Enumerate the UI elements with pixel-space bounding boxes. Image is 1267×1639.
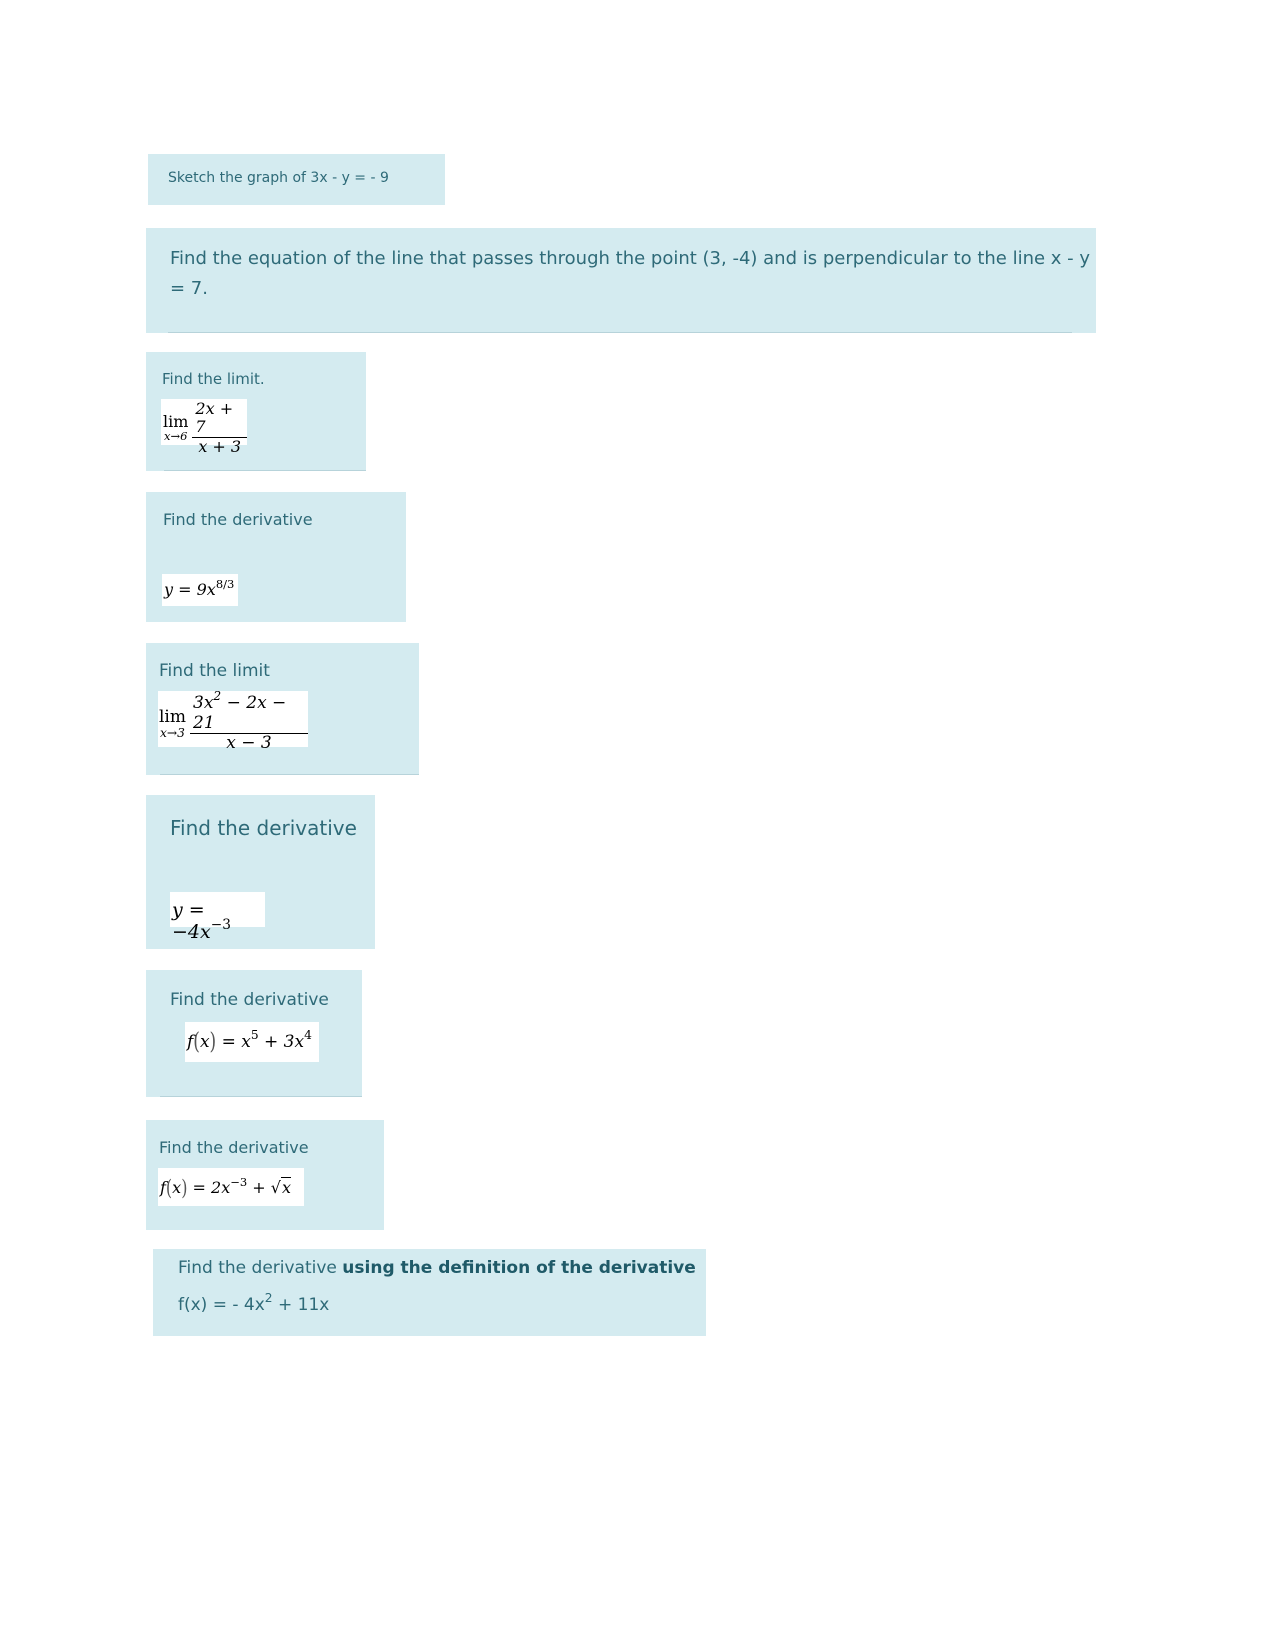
problem-card-2 — [146, 228, 1096, 333]
problem-prompt: Find the limit. — [162, 370, 265, 388]
exponent: 8/3 — [215, 576, 235, 591]
function-name: f — [187, 1032, 194, 1052]
numerator: 2x + 7 — [192, 400, 247, 438]
rhs-term-2: + — [247, 1178, 271, 1197]
function-lhs: y = −4x — [172, 899, 211, 943]
divider — [160, 1096, 362, 1097]
problem-prompt: Find the derivative — [170, 990, 329, 1010]
function-lhs: f(x) = - 4x — [178, 1295, 265, 1315]
function-expression — [185, 1022, 319, 1062]
problem-prompt: Find the derivative — [159, 1138, 309, 1157]
divider — [168, 332, 1072, 333]
left-paren: ( — [193, 1028, 200, 1056]
function-expression — [170, 892, 265, 943]
problem-prompt: Find the limit — [159, 661, 270, 681]
lim-subscript: x→3 — [160, 725, 185, 740]
problem-card-9 — [153, 1249, 706, 1336]
right-paren: ) — [209, 1028, 217, 1056]
function-variable: x — [199, 1032, 210, 1052]
problem-prompt: Find the equation of the line that passes through the point (3, -4) and is perpendicular to the line x - y — [170, 248, 1091, 269]
problem-card-8 — [146, 1120, 384, 1230]
function-rest: + 11x — [272, 1295, 330, 1315]
sqrt-sign: √ — [270, 1178, 281, 1197]
function-variable: x — [172, 1178, 182, 1197]
problem-card-1 — [148, 154, 445, 205]
function-name: f — [160, 1178, 166, 1197]
problem-prompt-continued: = 7. — [170, 278, 208, 299]
divider — [164, 470, 366, 471]
function-expression — [158, 1168, 304, 1206]
problem-prompt: Find the derivative — [170, 816, 357, 840]
function-definition — [178, 1291, 330, 1315]
exponent-1: 5 — [250, 1028, 259, 1043]
limit-expression — [161, 399, 247, 456]
lim-operator — [159, 706, 186, 740]
lim-operator — [163, 411, 189, 443]
sqrt-argument: x — [282, 1178, 292, 1197]
rhs-term-2: + 3x — [258, 1032, 305, 1052]
prompt-plain: Find the derivative — [178, 1258, 343, 1278]
numerator-exponent: 2 — [213, 689, 222, 704]
divider — [160, 774, 419, 775]
limit-block — [159, 689, 308, 754]
exponent: 2 — [264, 1291, 273, 1306]
right-paren: ) — [181, 1174, 188, 1201]
rhs-term-1: = 2x — [187, 1178, 231, 1197]
numerator — [190, 689, 308, 734]
problem-card-6 — [146, 795, 375, 949]
problem-card-3 — [146, 352, 366, 471]
function-lhs: y = 9x — [164, 580, 216, 599]
prompt-emphasis: using the definition of the derivative — [342, 1258, 696, 1278]
numerator-rest: − 2x − 21 — [193, 693, 287, 733]
exponent: −3 — [210, 917, 231, 934]
problem-card-5 — [146, 643, 419, 775]
denominator: x − 3 — [226, 733, 272, 754]
problem-card-7 — [146, 970, 362, 1097]
numerator-base: 3x — [193, 693, 214, 713]
problem-prompt — [178, 1258, 696, 1278]
lim-subscript: x→6 — [163, 428, 188, 443]
lim-label: lim — [163, 411, 189, 431]
function-expression — [162, 574, 238, 606]
rhs-term-1: = x — [216, 1032, 251, 1052]
problem-card-4 — [146, 492, 406, 622]
lim-label: lim — [159, 706, 186, 727]
fraction — [192, 400, 247, 456]
problem-prompt: Sketch the graph of 3x - y = - 9 — [168, 170, 389, 186]
exponent-2: 4 — [304, 1028, 312, 1043]
problem-prompt: Find the derivative — [163, 510, 313, 529]
limit-block — [163, 400, 247, 456]
exponent-1: −3 — [230, 1174, 248, 1189]
fraction — [190, 689, 308, 754]
denominator: x + 3 — [198, 436, 242, 456]
left-paren: ( — [165, 1174, 173, 1201]
limit-expression — [158, 689, 308, 754]
